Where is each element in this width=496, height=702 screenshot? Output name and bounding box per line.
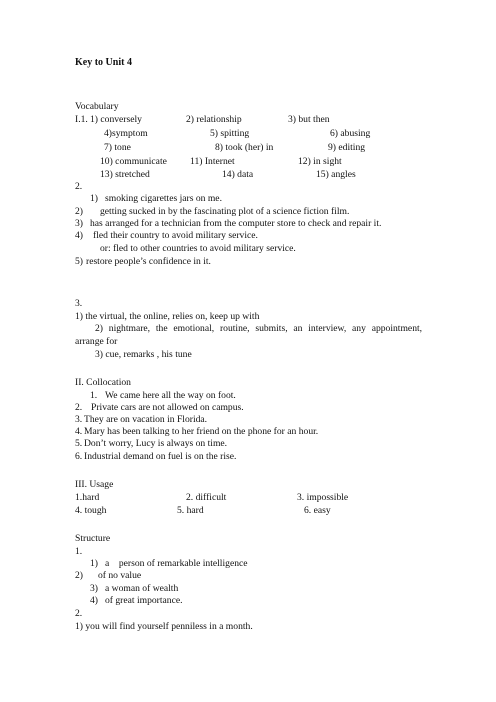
section-heading-usage: III. Usage [75, 479, 114, 490]
answer-number: 3. [75, 414, 83, 425]
part-label: 1. [75, 546, 83, 557]
answer-number: 2) [75, 206, 83, 217]
answer-item: 13) stretched [100, 169, 150, 180]
answer-item: 2) relationship [186, 114, 242, 125]
answer-item: 2. difficult [186, 492, 227, 503]
answer-sentence: of no value [98, 570, 142, 581]
answer-number: 6. [75, 451, 83, 462]
answer-item: 1.hard [75, 492, 100, 503]
answer-item: 6. easy [304, 505, 331, 516]
answer-sentence: of great importance. [105, 595, 183, 606]
part-label: I.1. [75, 114, 88, 125]
answer-sentence: They are on vacation in Florida. [84, 414, 208, 425]
part-label: 3. [75, 298, 83, 309]
answer-item: 4)symptom [104, 128, 148, 139]
answer-number: 5. [75, 438, 83, 449]
answer-number: 4) [90, 595, 98, 606]
answer-item: 12) in sight [298, 156, 342, 167]
section-heading-structure: Structure [75, 533, 111, 544]
answer-number: 3) [90, 583, 98, 594]
answer-item: 5. hard [177, 505, 204, 516]
answer-sentence: has arranged for a technician from the computer store to check and repair it. [90, 218, 382, 229]
answer-item: 14) data [222, 169, 254, 180]
answer-sentence: Don’t worry, Lucy is always on time. [84, 438, 228, 449]
answer-number: 3) [75, 218, 83, 229]
answer-sentence: Private cars are not allowed on campus. [91, 402, 244, 413]
answer-item: 10) communicate [100, 156, 167, 167]
answer-item: 5) spitting [210, 128, 250, 139]
answer-item: 7) tone [104, 142, 131, 153]
answer-sentence: Mary has been talking to her friend on the phone for an hour. [84, 426, 319, 437]
answer-sentence: a person of remarkable intelligence [105, 558, 248, 569]
section-heading-collocation: II. Collocation [75, 377, 131, 388]
answer-sentence: 1) the virtual, the online, relies on, keep up with [75, 311, 260, 322]
answer-sentence: smoking cigarettes jars on me. [105, 193, 222, 204]
answer-sentence: Industrial demand on fuel is on the rise. [84, 451, 237, 462]
answer-number: 4) [75, 230, 83, 241]
answer-sentence: 1) you will find yourself penniless in a month. [75, 621, 253, 632]
answer-number: 2) [75, 570, 83, 581]
page-title: Key to Unit 4 [75, 57, 132, 68]
answer-number: 1) [90, 558, 98, 569]
answer-item: 9) editing [328, 142, 366, 153]
answer-sentence: arrange for [75, 336, 118, 347]
answer-item: 11) Internet [190, 156, 235, 167]
answer-number: 2. [75, 402, 83, 413]
answer-item: 3. impossible [297, 492, 349, 503]
answer-item: 1) conversely [90, 114, 142, 125]
answer-sentence: a woman of wealth [105, 583, 179, 594]
answer-item: 8) took (her) in [215, 142, 274, 153]
answer-sentence: We came here all the way on foot. [105, 390, 236, 401]
answer-number: 1. [90, 390, 98, 401]
answer-sentence: 2) nightmare, the emotional, routine, submits, an interview, any appointment, [95, 323, 423, 334]
answer-item: 15) angles [316, 169, 356, 180]
part-label: 2. [75, 181, 83, 192]
answer-sentence: getting sucked in by the fascinating plot of a science fiction film. [100, 206, 350, 217]
answer-sentence: fled their country to avoid military service. [93, 230, 258, 241]
part-label: 2. [75, 608, 83, 619]
answer-item: 4. tough [75, 505, 107, 516]
section-heading-vocabulary: Vocabulary [75, 101, 119, 112]
answer-number: 4. [75, 426, 83, 437]
answer-item: 6) abusing [330, 128, 371, 139]
answer-sentence: 3) cue, remarks , his tune [95, 349, 192, 360]
answer-number: 5) [75, 256, 83, 267]
answer-sentence: or: fled to other countries to avoid military service. [100, 243, 296, 254]
answer-sentence: restore people’s confidence in it. [86, 256, 211, 267]
answer-number: 1) [90, 193, 98, 204]
answer-item: 3) but then [288, 114, 330, 125]
